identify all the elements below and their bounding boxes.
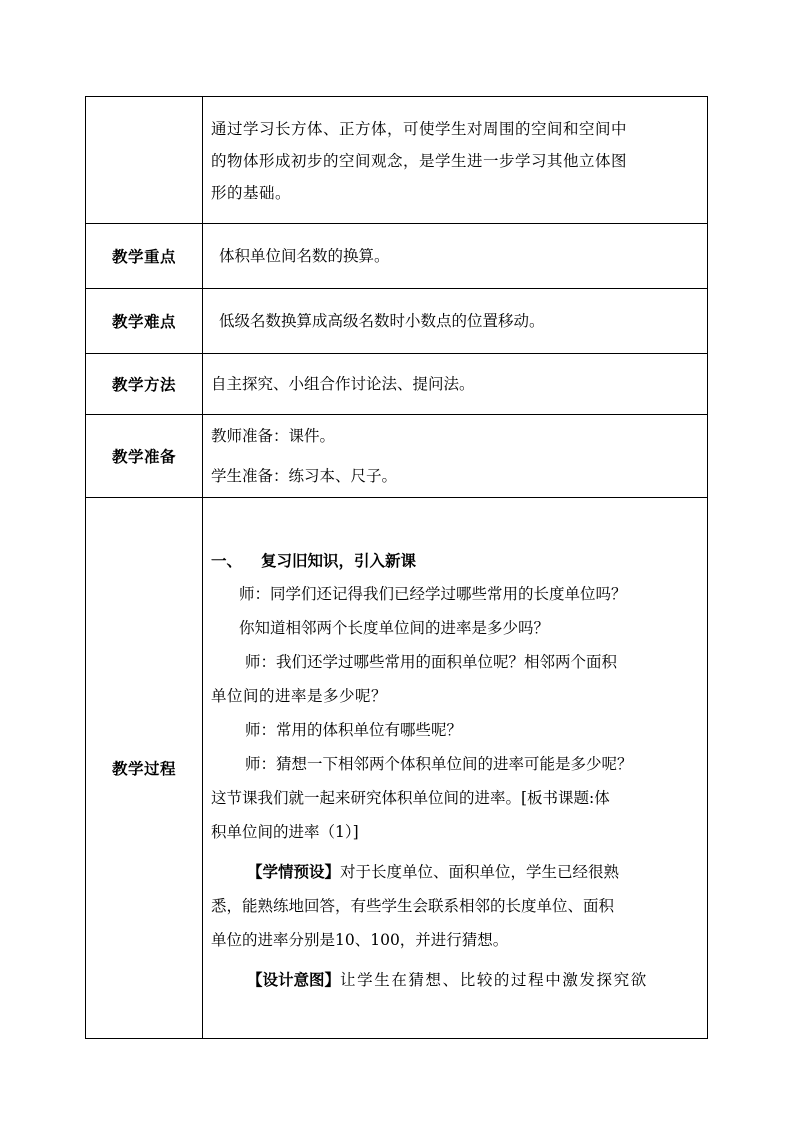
teacher-preparation: 教师准备：课件。: [211, 427, 336, 445]
preparation-label: 教学准备: [86, 415, 203, 498]
intro-line: 的物体形成初步的空间观念，是学生进一步学习其他立体图: [211, 152, 628, 170]
intent-tag: 【设计意图】: [247, 971, 341, 989]
difficulty-label: 教学难点: [86, 289, 203, 354]
process-row: [86, 498, 708, 1039]
intro-label-cell: [86, 97, 203, 224]
intent-paragraph: [211, 963, 703, 997]
analysis-line: 对于长度单位、面积单位，学生已经很熟: [340, 863, 620, 881]
key-point-row: [86, 224, 708, 289]
key-point-text: 体积单位间名数的换算。: [219, 247, 390, 265]
process-heading-text: 复习旧知识，引入新课: [261, 552, 417, 570]
intro-content-cell: [203, 97, 708, 224]
method-text: 自主探究、小组合作讨论法、提问法。: [211, 375, 475, 393]
process-line: 师：猜想一下相邻两个体积单位间的进率可能是多少呢？: [245, 755, 633, 773]
analysis-tag: 【学情预设】: [247, 863, 341, 881]
process-content: [203, 498, 708, 1039]
analysis-line: 单位的进率分别是10、100，并进行猜想。: [211, 931, 509, 949]
difficulty-row: [86, 289, 708, 354]
student-preparation: 学生准备：练习本、尺子。: [211, 467, 398, 485]
difficulty-text: 低级名数换算成高级名数时小数点的位置移动。: [219, 312, 545, 330]
intro-line: 形的基础。: [211, 184, 292, 202]
process-line: 师：同学们还记得我们已经学过哪些常用的长度单位吗？: [239, 585, 627, 603]
lesson-plan-table: [85, 96, 708, 1039]
method-label: 教学方法: [86, 354, 203, 415]
difficulty-content: [203, 289, 708, 354]
key-point-label: 教学重点: [86, 224, 203, 289]
process-heading: [211, 545, 703, 577]
process-line: 积单位间的进率（1）]: [211, 823, 359, 841]
process-line: 师：我们还学过哪些常用的面积单位呢？相邻两个面积: [245, 653, 618, 671]
method-row: [86, 354, 708, 415]
intro-row: [86, 97, 708, 224]
method-content: [203, 354, 708, 415]
preparation-content: [203, 415, 708, 498]
intent-text: 让学生在猜想、比较的过程中激发探究欲: [340, 971, 648, 989]
process-line: 师：常用的体积单位有哪些呢？: [245, 721, 463, 739]
process-heading-number: 一、: [211, 552, 243, 570]
analysis-paragraph: [211, 855, 703, 889]
analysis-line: 悉，能熟练地回答，有些学生会联系相邻的长度单位、面积: [211, 897, 615, 915]
preparation-row: [86, 415, 708, 498]
key-point-content: [203, 224, 708, 289]
process-label: 教学过程: [86, 498, 203, 1039]
process-line: 你知道相邻两个长度单位间的进率是多少吗？: [239, 619, 550, 637]
process-line: 这节课我们就一起来研究体积单位间的进率。[板书课题:体: [211, 789, 610, 807]
intro-line: 通过学习长方体、正方体，可使学生对周围的空间和空间中: [211, 120, 628, 138]
process-line: 单位间的进率是多少呢？: [211, 687, 388, 705]
